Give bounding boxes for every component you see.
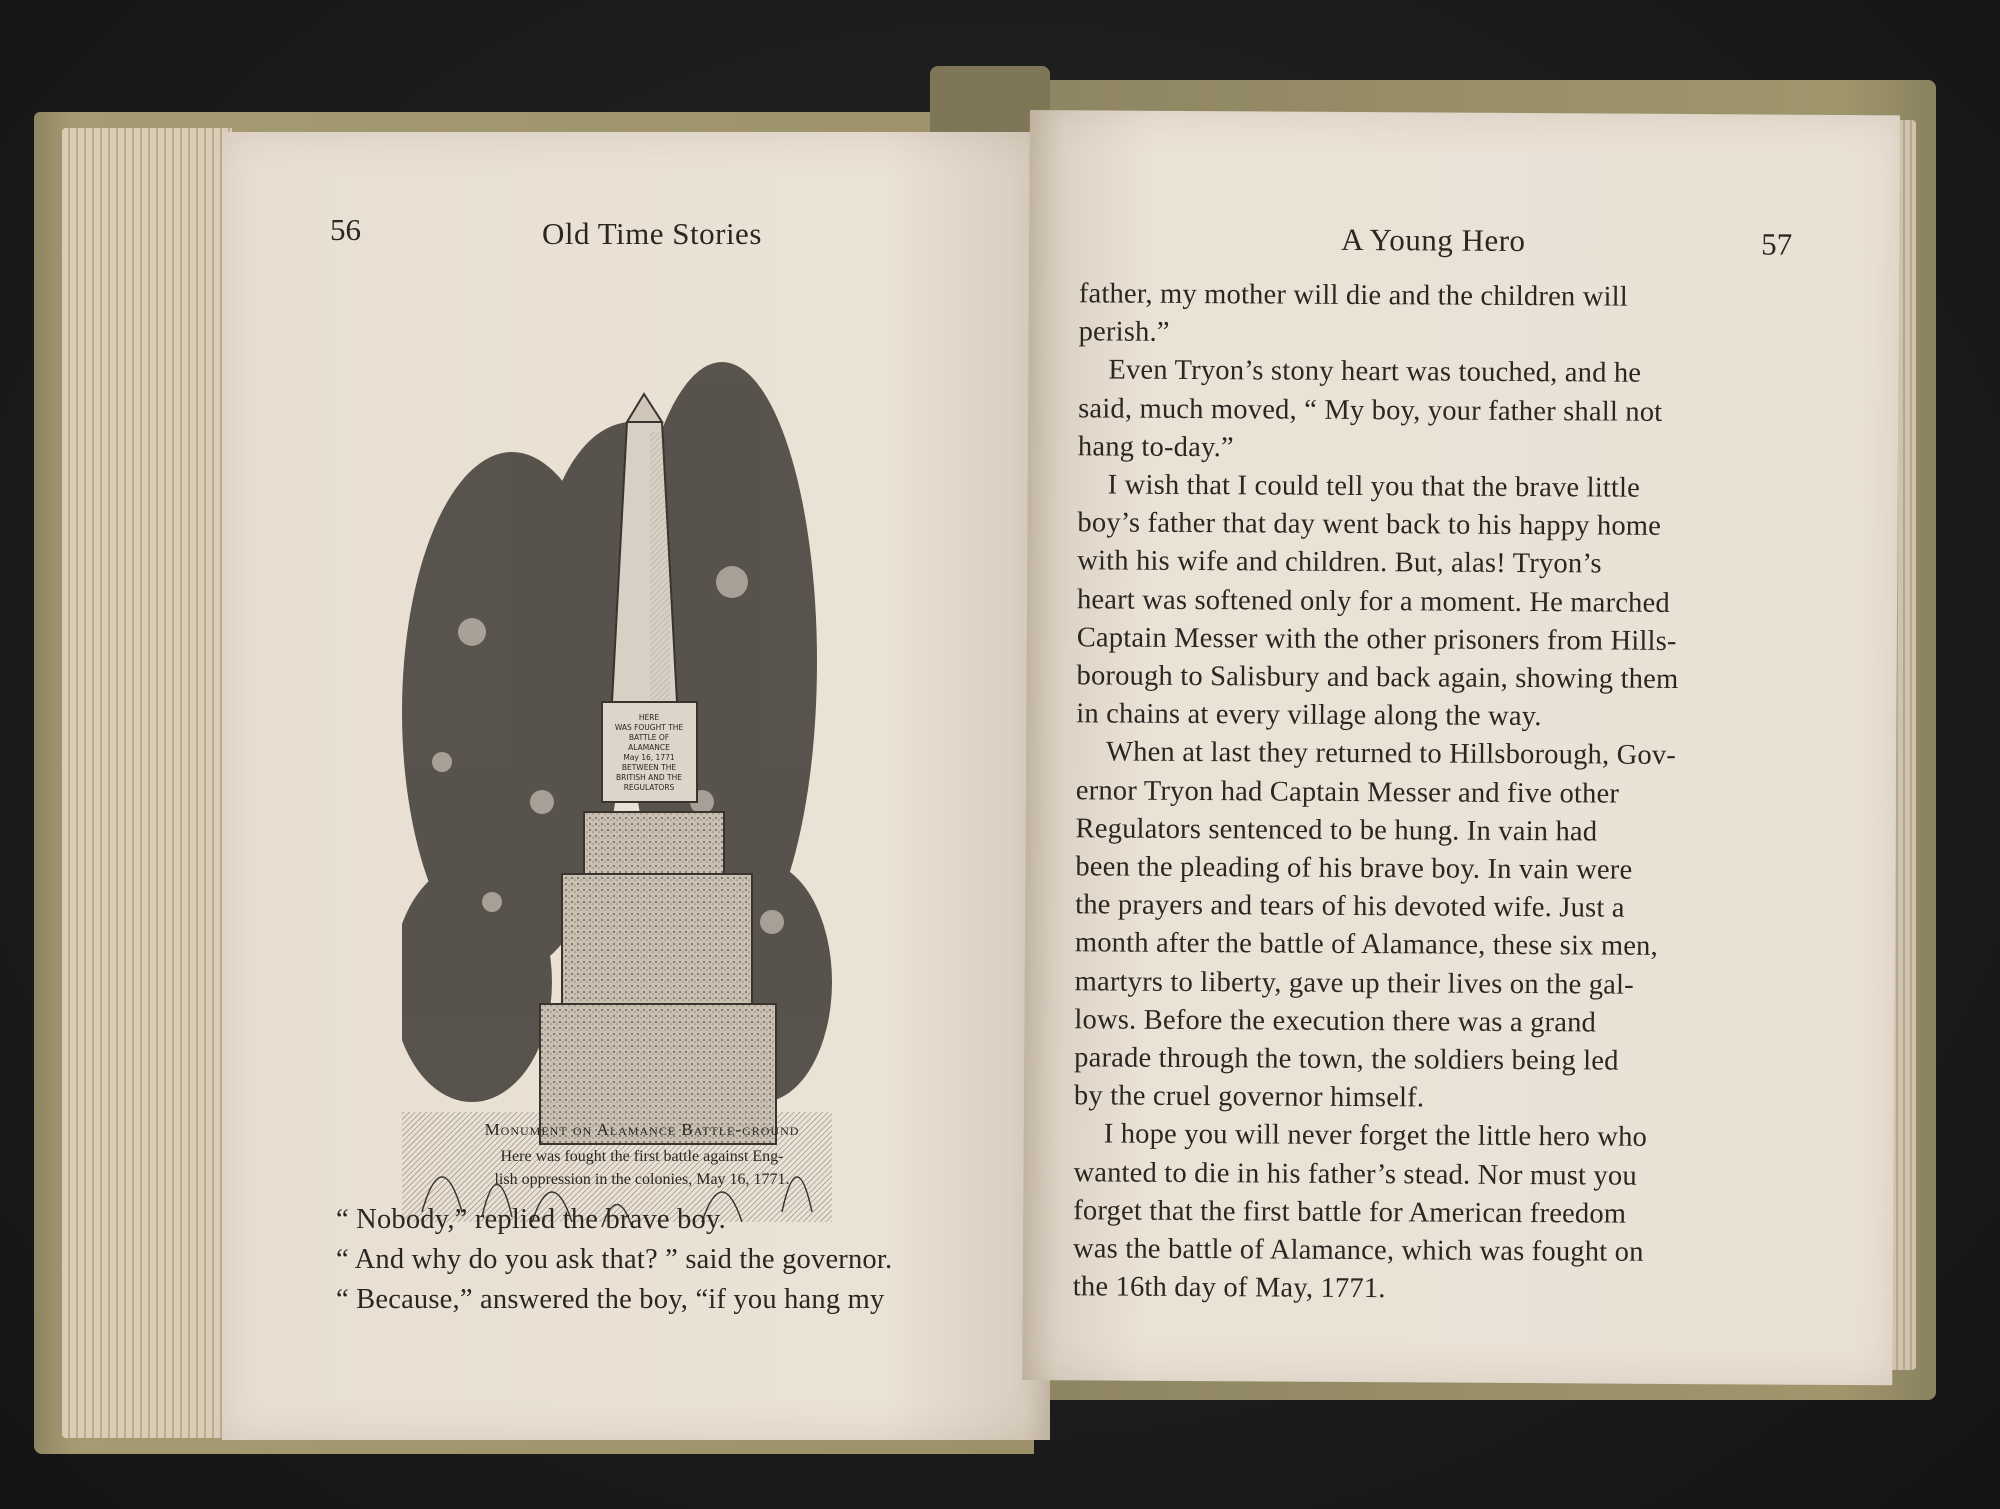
- base-tier-1: [584, 812, 724, 874]
- body-line: “ Nobody,” replied the brave boy.: [336, 1204, 726, 1235]
- body-line: boy’s father that day went back to his happy home: [1077, 507, 1662, 543]
- page-edges-left: [62, 128, 232, 1438]
- body-line: lows. Before the execution there was a grand: [1074, 1004, 1597, 1039]
- body-line: I hope you will never forget the little hero who: [1103, 1118, 1648, 1154]
- body-line: I wish that I could tell you that the brave little: [1107, 469, 1641, 504]
- plaque-line: BRITISH AND THE: [615, 773, 683, 782]
- page-number-right: 57: [1761, 226, 1793, 262]
- body-line: the prayers and tears of his devoted wife. Just a: [1075, 889, 1625, 924]
- body-line: wanted to die in his father’s stead. Nor must you: [1073, 1156, 1637, 1192]
- body-line: been the pleading of his brave boy. In vain were: [1075, 851, 1633, 886]
- body-line: parade through the town, the soldiers being led: [1074, 1042, 1619, 1077]
- body-line: Captain Messer with the other prisoners from Hills-: [1076, 622, 1677, 657]
- body-line: “ And why do you ask that? ” said the governor.: [336, 1244, 893, 1275]
- figure-caption-line: Here was fought the first battle against Eng-: [500, 1148, 784, 1165]
- body-line: Even Tryon’s stony heart was touched, and he: [1108, 354, 1642, 390]
- body-line: the 16th day of May, 1771.: [1072, 1271, 1386, 1305]
- plaque-line: BETWEEN THE: [621, 763, 677, 772]
- figure-caption-line: lish oppression in the colonies, May 16, 1771.: [494, 1171, 790, 1188]
- body-line: with his wife and children. But, alas! Tryon’s: [1077, 545, 1602, 580]
- body-line: was the battle of Alamance, which was fought on: [1072, 1233, 1644, 1268]
- body-line: martyrs to liberty, gave up their lives on the gal-: [1074, 965, 1634, 1001]
- body-line: When at last they returned to Hillsborough, Gov-: [1105, 736, 1677, 772]
- body-line: ernor Tryon had Captain Messer and five other: [1075, 774, 1620, 810]
- monument-illustration: [402, 282, 832, 1242]
- plaque-line: BATTLE OF: [628, 733, 670, 742]
- plaque-line: REGULATORS: [623, 783, 675, 792]
- body-line: heart was softened only for a moment. He marched: [1076, 583, 1670, 619]
- body-line: perish.”: [1078, 316, 1170, 349]
- left-page: [222, 132, 1050, 1440]
- base-tier-2: [562, 874, 752, 1004]
- page-number-left: 56: [330, 212, 361, 247]
- body-line: Regulators sentenced to be hung. In vain had: [1075, 813, 1598, 848]
- plaque-line: May 16, 1771: [623, 753, 675, 762]
- right-page: [1022, 110, 1900, 1385]
- body-line: in chains at every village along the way.: [1076, 698, 1542, 733]
- body-line: borough to Salisbury and back again, showing them: [1076, 660, 1679, 695]
- body-line: hang to-day.”: [1077, 431, 1234, 464]
- running-head-right: A Young Hero: [1341, 221, 1526, 259]
- plaque-line: ALAMANCE: [628, 743, 670, 752]
- plaque-line: HERE: [638, 713, 660, 722]
- plaque-line: WAS FOUGHT THE: [614, 723, 684, 732]
- body-line: forget that the first battle for American freedom: [1073, 1195, 1627, 1230]
- body-line: “ Because,” answered the boy, “if you hang my: [336, 1284, 885, 1315]
- body-line: said, much moved, “ My boy, your father shall not: [1078, 392, 1663, 428]
- body-line: month after the battle of Alamance, these six men,: [1074, 927, 1658, 963]
- body-line: by the cruel governor himself.: [1073, 1080, 1425, 1114]
- body-line: father, my mother will die and the children will: [1078, 278, 1628, 313]
- figure-caption-title: Monument on Alamance Battle-ground: [484, 1120, 800, 1139]
- running-head-left: Old Time Stories: [542, 216, 762, 251]
